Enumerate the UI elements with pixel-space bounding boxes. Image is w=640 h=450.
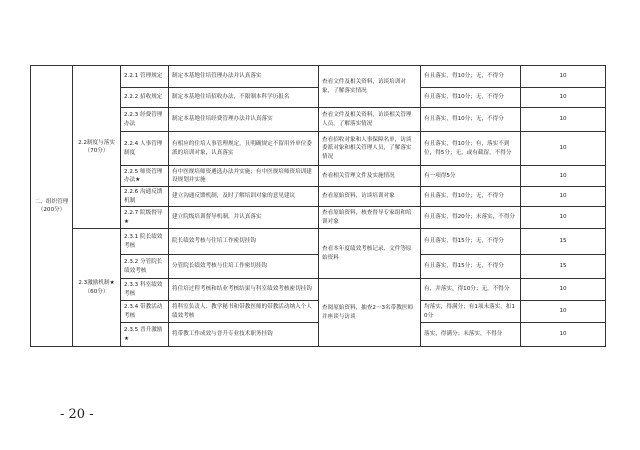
item-cell: 2.2.4 人事管理制度 bbox=[121, 132, 169, 166]
rule-cell: 有且落实，得10分；无，不得分 bbox=[421, 108, 521, 132]
rule-cell: 有且落实，得20分；未落实，不得分 bbox=[421, 207, 521, 229]
score-cell: 10 bbox=[521, 66, 606, 88]
rule-cell: 有且落实，得15分；无，不得分 bbox=[421, 229, 521, 255]
rule-cell: 均落实，得满分；有1项未落实，扣10分 bbox=[421, 301, 521, 323]
page-number: - 20 - bbox=[60, 407, 94, 422]
score-cell: 15 bbox=[521, 255, 606, 279]
score-cell: 10 bbox=[521, 108, 606, 132]
group-cell: 2.3激励机制★（60分） bbox=[73, 229, 121, 347]
rule-cell: 有且落实，得10分；无，不得分 bbox=[421, 88, 521, 108]
standard-cell: 建立沟通反馈机制，及时了解培训对象的意见建议 bbox=[169, 187, 319, 207]
group-cell: 2.2制度与落实（70分） bbox=[73, 66, 121, 229]
score-cell: 10 bbox=[521, 323, 606, 347]
item-cell: 2.2.1 管理规定 bbox=[121, 66, 169, 88]
category-cell: 二、组织管理（200分） bbox=[31, 66, 73, 347]
item-cell: 2.3.4 带教活动考核 bbox=[121, 301, 169, 323]
rule-cell: 落实，得满分；未落实，不得分 bbox=[421, 323, 521, 347]
score-cell: 10 bbox=[521, 132, 606, 166]
rule-cell: 有且落实，得10分；有，落实不到位，得5分；无，或有截留，不得分 bbox=[421, 132, 521, 166]
rule-cell: 有，并落实，得10分；无，不得分 bbox=[421, 279, 521, 301]
method-cell: 查看相关管理文件及实施情况 bbox=[319, 166, 421, 187]
standard-cell: 制定本基地住培经费管理办法并认真落实 bbox=[169, 108, 319, 132]
method-cell: 查阅原始资料，抽查2～3名带教医师并座谈与访谈 bbox=[319, 279, 421, 347]
table-row bbox=[31, 229, 606, 255]
rule-cell: 有且落实，得10分；无，不得分 bbox=[421, 187, 521, 207]
item-cell: 2.3.2 分管院长绩效考核 bbox=[121, 255, 169, 279]
method-cell: 查看原始资料，访谈培训对象 bbox=[319, 187, 421, 207]
score-cell: 10 bbox=[521, 207, 606, 229]
standard-cell: 有相应的住培人事管理规定，且明确规定不留用外单位委派的培训对象，认真落实 bbox=[169, 132, 319, 166]
score-cell: 10 bbox=[521, 301, 606, 323]
standard-cell: 分管院长绩效考核与住培工作密切挂钩 bbox=[169, 255, 319, 279]
evaluation-table bbox=[30, 65, 606, 347]
score-cell: 10 bbox=[521, 166, 606, 187]
score-cell: 10 bbox=[521, 279, 606, 301]
item-cell: 2.3.5 晋升激励★ bbox=[121, 323, 169, 347]
standard-cell: 制定本基地住培招收办法，不限制本科学历报名 bbox=[169, 88, 319, 108]
score-cell: 10 bbox=[521, 187, 606, 207]
method-cell: 查看文件及相关资料，访谈培训对象，了解落实情况 bbox=[319, 66, 421, 108]
item-cell: 2.2.7 院级督导★ bbox=[121, 207, 169, 229]
item-cell: 2.2.2 招收规定 bbox=[121, 88, 169, 108]
rule-cell: 有一项得5分 bbox=[421, 166, 521, 187]
method-cell: 查看文件及相关资料，访谈相关管理人员，了解落实情况 bbox=[319, 108, 421, 132]
method-cell: 查看原始资料，核查督导专家组和培训对象 bbox=[319, 207, 421, 229]
item-cell: 2.3.1 院长绩效考核 bbox=[121, 229, 169, 255]
score-cell: 10 bbox=[521, 88, 606, 108]
method-cell: 查看招收对象和人事保障名单，访谈委派对象和相关管理人员，了解落实情况 bbox=[319, 132, 421, 166]
item-cell: 2.2.6 沟通反馈机制 bbox=[121, 187, 169, 207]
standard-cell: 建立院级培训督导机制，并认真落实 bbox=[169, 207, 319, 229]
standard-cell: 将科室负责人、教学秘书和带教医师的带教活动纳入个人绩效考核 bbox=[169, 301, 319, 323]
standard-cell: 有中医规培师资遴选办法并实施；有中医规培师资培训建设规划并实施 bbox=[169, 166, 319, 187]
standard-cell: 将住培过程考核和结业考核结果与科室绩效考核密切挂钩 bbox=[169, 279, 319, 301]
item-cell: 2.2.3 经费管理办法 bbox=[121, 108, 169, 132]
standard-cell: 院长绩效考核与住培工作密切挂钩 bbox=[169, 229, 319, 255]
method-cell: 查看本年度绩效考核记录、文件等原始资料 bbox=[319, 229, 421, 279]
standard-cell: 将带教工作成效与晋升专业技术职务挂钩 bbox=[169, 323, 319, 347]
item-cell: 2.3.3 科室绩效考核 bbox=[121, 279, 169, 301]
rule-cell: 有且落实，得15分；无，不得分 bbox=[421, 255, 521, 279]
item-cell: 2.2.5 师资管理办法★ bbox=[121, 166, 169, 187]
rule-cell: 有且落实，得10分；无，不得分 bbox=[421, 66, 521, 88]
standard-cell: 制定本基地住培管理办法并认真落实 bbox=[169, 66, 319, 88]
table-row bbox=[31, 66, 606, 88]
score-cell: 15 bbox=[521, 229, 606, 255]
